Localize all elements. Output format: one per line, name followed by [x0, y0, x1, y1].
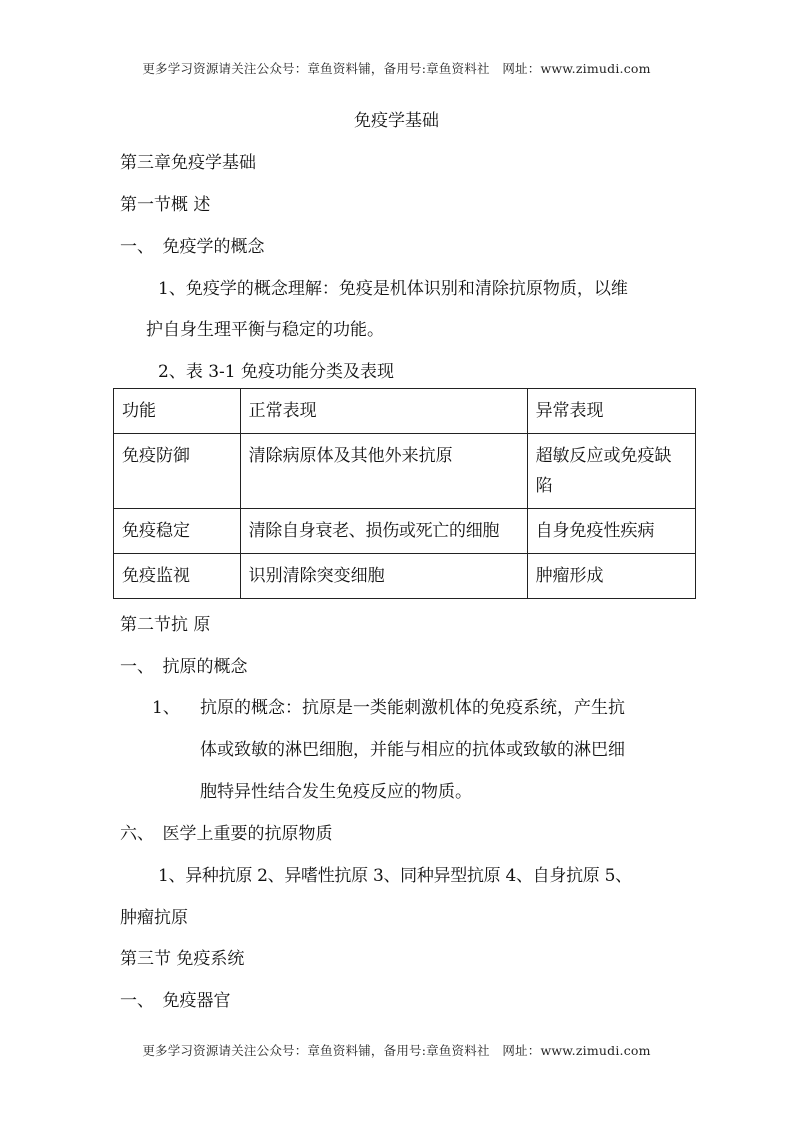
antigen-item-number: 1、	[152, 698, 180, 718]
antigen-definition-line1: 抗原的概念：抗原是一类能刺激机体的免疫系统，产生抗	[200, 698, 625, 718]
subheading-antigen-concept: 一、 抗原的概念	[120, 657, 248, 677]
table-cell: 识别清除突变细胞	[240, 554, 527, 599]
antigen-list-line2: 肿瘤抗原	[120, 908, 188, 928]
section-heading-1: 第一节概 述	[120, 195, 211, 215]
table-row	[114, 554, 696, 599]
page-header: 更多学习资源请关注公众号：章鱼资料铺，备用号:章鱼资料社 网址：www.zimudi.com	[142, 61, 651, 76]
table-cell: 免疫稳定	[114, 509, 241, 554]
subheading-immunology-concept: 一、 免疫学的概念	[120, 237, 265, 257]
table-cell: 自身免疫性疾病	[527, 509, 695, 554]
section-heading-2: 第二节抗 原	[120, 615, 211, 635]
subheading-important-antigens: 六、 医学上重要的抗原物质	[120, 824, 333, 844]
table-cell: 超敏反应或免疫缺陷	[527, 434, 695, 509]
antigen-definition-line3: 胞特异性结合发生免疫反应的物质。	[200, 782, 472, 802]
table-row	[114, 434, 696, 509]
document-title: 免疫学基础	[354, 111, 439, 131]
table-cell: 肿瘤形成	[527, 554, 695, 599]
antigen-list-line1: 1、异种抗原 2、异嗜性抗原 3、同种异型抗原 4、自身抗原 5、	[158, 866, 632, 886]
table-cell: 免疫监视	[114, 554, 241, 599]
subheading-immune-organs: 一、 免疫器官	[120, 991, 231, 1011]
table-caption: 2、表 3-1 免疫功能分类及表现	[158, 362, 394, 382]
antigen-definition-line2: 体或致敏的淋巴细胞，并能与相应的抗体或致敏的淋巴细	[200, 740, 625, 760]
table-header-cell: 功能	[114, 389, 241, 434]
table-header-row	[114, 389, 696, 434]
paragraph-concept-line1: 1、免疫学的概念理解：免疫是机体识别和清除抗原物质，以维	[158, 279, 628, 299]
table-header-cell: 异常表现	[527, 389, 695, 434]
table-header-cell: 正常表现	[240, 389, 527, 434]
table-cell: 免疫防御	[114, 434, 241, 509]
section-heading-3: 第三节 免疫系统	[120, 949, 245, 969]
table-cell: 清除自身衰老、损伤或死亡的细胞	[240, 509, 527, 554]
immune-function-table	[113, 388, 696, 599]
table-row	[114, 509, 696, 554]
table-cell: 清除病原体及其他外来抗原	[240, 434, 527, 509]
page-footer: 更多学习资源请关注公众号：章鱼资料铺，备用号:章鱼资料社 网址：www.zimudi.com	[142, 1043, 651, 1058]
chapter-heading: 第三章免疫学基础	[120, 153, 256, 173]
paragraph-concept-line2: 护自身生理平衡与稳定的功能。	[146, 320, 384, 340]
